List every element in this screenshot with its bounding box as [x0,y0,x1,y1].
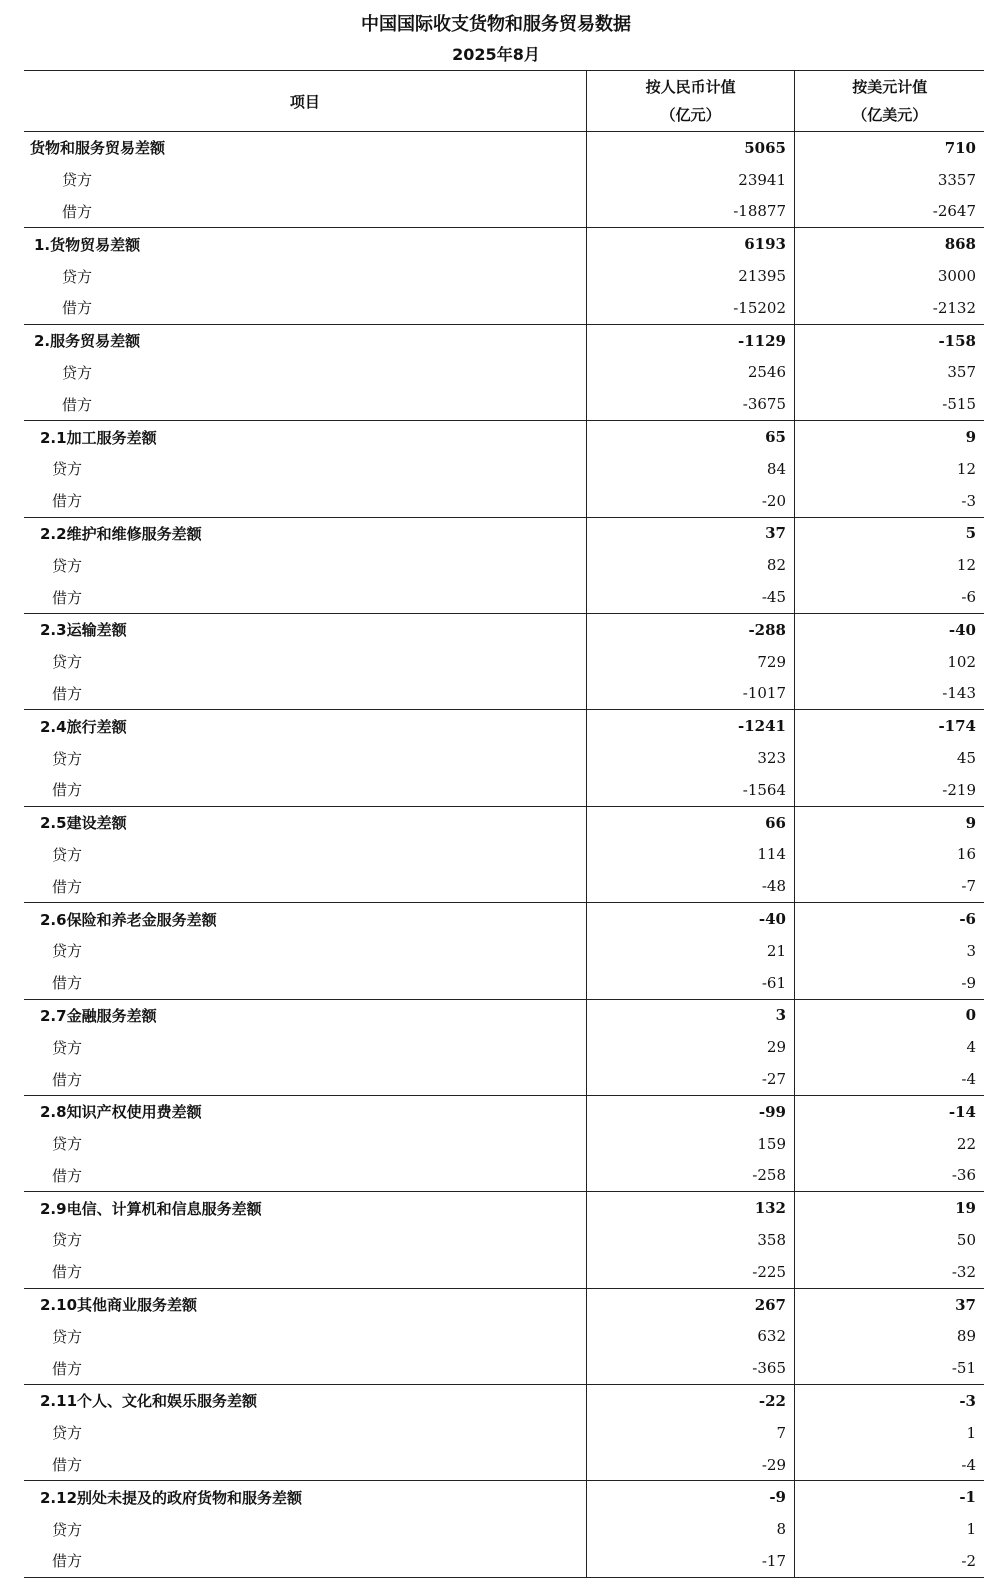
usd-value: 868 [944,235,976,254]
balance-row [24,1481,984,1513]
rmb-value: 2546 [587,357,795,389]
usd-value: -158 [938,331,976,350]
usd-value: -4 [961,1455,976,1474]
usd-value: 22 [956,1134,976,1153]
row-label: 2.5建设差额 [24,807,587,839]
row-label: 2.1加工服务差额 [24,421,587,453]
usd-value: 357 [947,363,976,382]
usd-value: 3 [966,941,976,960]
rmb-value: 23941 [587,164,795,196]
row-label: 借方 [24,1063,587,1095]
row-label: 贷方 [24,1320,587,1352]
page-subtitle: 2025年8月 [452,45,540,64]
usd-value: -40 [948,620,976,639]
rmb-value: 3 [587,1000,795,1032]
credit-row [24,1128,984,1160]
balance-row [24,325,984,357]
credit-row [24,935,984,967]
rmb-value: 7 [587,1417,795,1449]
row-label: 贷方 [24,839,587,871]
rmb-value: -61 [587,967,795,999]
usd-value: -4 [961,1070,976,1088]
balance-row [24,903,984,935]
row-label: 借方 [24,774,587,806]
usd-value: -2647 [932,202,976,221]
row-label: 借方 [24,1545,587,1577]
row-label: 借方 [24,485,587,517]
credit-row [24,1320,984,1352]
rmb-value: -18877 [587,196,795,228]
balance-row [24,807,984,839]
balance-row [24,518,984,550]
credit-row [24,164,984,196]
row-label: 2.8知识产权使用费差额 [24,1096,587,1128]
row-label: 货物和服务贸易差额 [24,132,587,164]
rmb-value: -1241 [587,710,795,742]
usd-value: -6 [961,588,976,607]
balance-row [24,421,984,453]
usd-value: 4 [966,1038,976,1057]
rmb-value: 632 [587,1320,795,1352]
table-row-group [24,518,984,614]
row-label: 贷方 [24,549,587,581]
table-row-group [24,1481,984,1577]
table-row-group [24,132,984,228]
row-label: 借方 [24,1352,587,1384]
balance-row [24,132,984,164]
table-row-group [24,228,984,324]
rmb-value: 8 [587,1513,795,1545]
debit-row [24,388,984,420]
credit-row [24,742,984,774]
rmb-value: -17 [587,1545,795,1577]
debit-row [24,1160,984,1192]
rmb-value: 65 [587,421,795,453]
usd-value: 3357 [937,170,976,189]
table-row-group [24,614,984,710]
row-label: 贷方 [24,1224,587,1256]
row-label: 贷方 [24,1031,587,1063]
debit-row [24,1352,984,1384]
debit-row [24,870,984,902]
usd-value: -3 [961,491,976,510]
credit-row [24,646,984,678]
debit-row [24,485,984,517]
row-label: 2.7金融服务差额 [24,1000,587,1032]
row-label: 借方 [24,196,587,228]
row-label: 贷方 [24,1128,587,1160]
rmb-value: -48 [587,870,795,902]
balance-row [24,1192,984,1224]
rmb-value: 21395 [587,260,795,292]
rmb-value: -288 [587,614,795,646]
table-row-group [24,421,984,517]
rmb-value: 37 [587,518,795,550]
row-label: 借方 [24,870,587,902]
usd-value: 3000 [937,267,976,286]
usd-value: -1 [959,1488,976,1507]
row-label: 贷方 [24,453,587,485]
balance-row [24,1289,984,1321]
usd-value: 19 [955,1199,976,1218]
usd-value: -174 [938,717,976,736]
balance-row [24,228,984,260]
row-label: 贷方 [24,646,587,678]
usd-value: 710 [944,138,976,157]
table-row-group [24,1192,984,1288]
row-label: 借方 [24,292,587,324]
rmb-value: 267 [587,1289,795,1321]
rmb-value: -45 [587,581,795,613]
balance-row [24,1000,984,1032]
row-label: 贷方 [24,935,587,967]
header-rmb-title: 按人民币计值 [645,78,736,96]
row-label: 2.9电信、计算机和信息服务差额 [24,1192,587,1224]
rmb-value: -29 [587,1449,795,1481]
usd-value: 9 [965,428,976,447]
debit-row [24,967,984,999]
usd-value: 0 [965,1006,976,1025]
usd-value: 9 [965,813,976,832]
rmb-value: 6193 [587,228,795,260]
debit-row [24,1063,984,1095]
usd-value: 5 [965,524,976,543]
debit-row [24,581,984,613]
row-label: 借方 [24,388,587,420]
header-rmb [587,71,796,131]
debit-row [24,1449,984,1481]
usd-value: -143 [942,684,976,703]
credit-row [24,1031,984,1063]
rmb-value: -40 [587,903,795,935]
credit-row [24,549,984,581]
usd-value: 16 [956,845,976,864]
credit-row [24,453,984,485]
header-usd [795,71,984,131]
row-label: 贷方 [24,742,587,774]
usd-value: -3 [959,1391,976,1410]
usd-value: -36 [951,1166,976,1185]
header-rmb-unit: （亿元） [660,106,721,124]
debit-row [24,774,984,806]
row-label: 2.4旅行差额 [24,710,587,742]
usd-value: -51 [951,1359,976,1378]
rmb-value: 84 [587,453,795,485]
rmb-value: 66 [587,807,795,839]
usd-value: -219 [942,780,976,799]
usd-value: 102 [947,652,976,671]
table-row-group [24,325,984,421]
rmb-value: 323 [587,742,795,774]
rmb-value: -365 [587,1352,795,1384]
row-label: 贷方 [24,260,587,292]
table-row-group [24,903,984,999]
table-header [24,71,984,132]
row-label: 2.11个人、文化和娱乐服务差额 [24,1385,587,1417]
row-label: 借方 [24,1160,587,1192]
usd-value: -7 [961,877,976,896]
usd-value: 1 [966,1520,976,1539]
usd-value: 12 [956,556,976,575]
rmb-value: -1017 [587,678,795,710]
rmb-value: -1564 [587,774,795,806]
usd-value: 89 [956,1327,976,1346]
table-row-group [24,807,984,903]
table-row-group [24,1289,984,1385]
usd-value: -6 [959,910,976,929]
rmb-value: -258 [587,1160,795,1192]
credit-row [24,1224,984,1256]
row-label: 借方 [24,678,587,710]
table-row-group [24,1000,984,1096]
usd-value: -9 [961,973,976,992]
row-label: 贷方 [24,1513,587,1545]
balance-row [24,614,984,646]
row-label: 借方 [24,967,587,999]
debit-row [24,196,984,228]
page-title: 中国国际收支货物和服务贸易数据 [361,14,631,35]
usd-value: -32 [951,1262,976,1281]
row-label: 2.服务贸易差额 [24,325,587,357]
credit-row [24,357,984,389]
rmb-value: -225 [587,1256,795,1288]
rmb-value: -20 [587,485,795,517]
table-row-group [24,1385,984,1481]
header-usd-title: 按美元计值 [852,78,928,96]
credit-row [24,839,984,871]
table-row-group [24,710,984,806]
rmb-value: 159 [587,1128,795,1160]
debit-row [24,292,984,324]
rmb-value: 358 [587,1224,795,1256]
trade-data-table [24,70,984,1578]
row-label: 2.6保险和养老金服务差额 [24,903,587,935]
row-label: 借方 [24,581,587,613]
row-label: 借方 [24,1256,587,1288]
balance-row [24,1096,984,1128]
rmb-value: -9 [587,1481,795,1513]
usd-value: -14 [948,1102,976,1121]
row-label: 2.10其他商业服务差额 [24,1289,587,1321]
rmb-value: 132 [587,1192,795,1224]
rmb-value: 729 [587,646,795,678]
rmb-value: -99 [587,1096,795,1128]
debit-row [24,1256,984,1288]
debit-row [24,1545,984,1577]
rmb-value: -27 [587,1063,795,1095]
table-row-group [24,1096,984,1192]
credit-row [24,1513,984,1545]
usd-value: 1 [966,1423,976,1442]
balance-row [24,1385,984,1417]
rmb-value: 21 [587,935,795,967]
header-usd-unit: （亿美元） [852,106,928,124]
credit-row [24,260,984,292]
usd-value: -2 [961,1551,976,1570]
usd-value: -515 [942,395,976,414]
balance-row [24,710,984,742]
row-label: 贷方 [24,164,587,196]
rmb-value: 29 [587,1031,795,1063]
rmb-value: -15202 [587,292,795,324]
row-label: 贷方 [24,357,587,389]
usd-value: 37 [955,1295,976,1314]
credit-row [24,1417,984,1449]
usd-value: -2132 [932,298,976,317]
table-body [24,132,984,1578]
usd-value: 12 [956,459,976,478]
rmb-value: 82 [587,549,795,581]
rmb-value: -1129 [587,325,795,357]
rmb-value: -22 [587,1385,795,1417]
row-label: 2.12别处未提及的政府货物和服务差额 [24,1481,587,1513]
row-label: 1.货物贸易差额 [24,228,587,260]
row-label: 2.3运输差额 [24,614,587,646]
usd-value: 50 [956,1230,976,1249]
usd-value: 45 [956,749,976,768]
rmb-value: -3675 [587,388,795,420]
header-item: 项目 [24,71,587,131]
row-label: 贷方 [24,1417,587,1449]
row-label: 借方 [24,1449,587,1481]
rmb-value: 114 [587,839,795,871]
rmb-value: 5065 [587,132,795,164]
row-label: 2.2维护和维修服务差额 [24,518,587,550]
debit-row [24,678,984,710]
